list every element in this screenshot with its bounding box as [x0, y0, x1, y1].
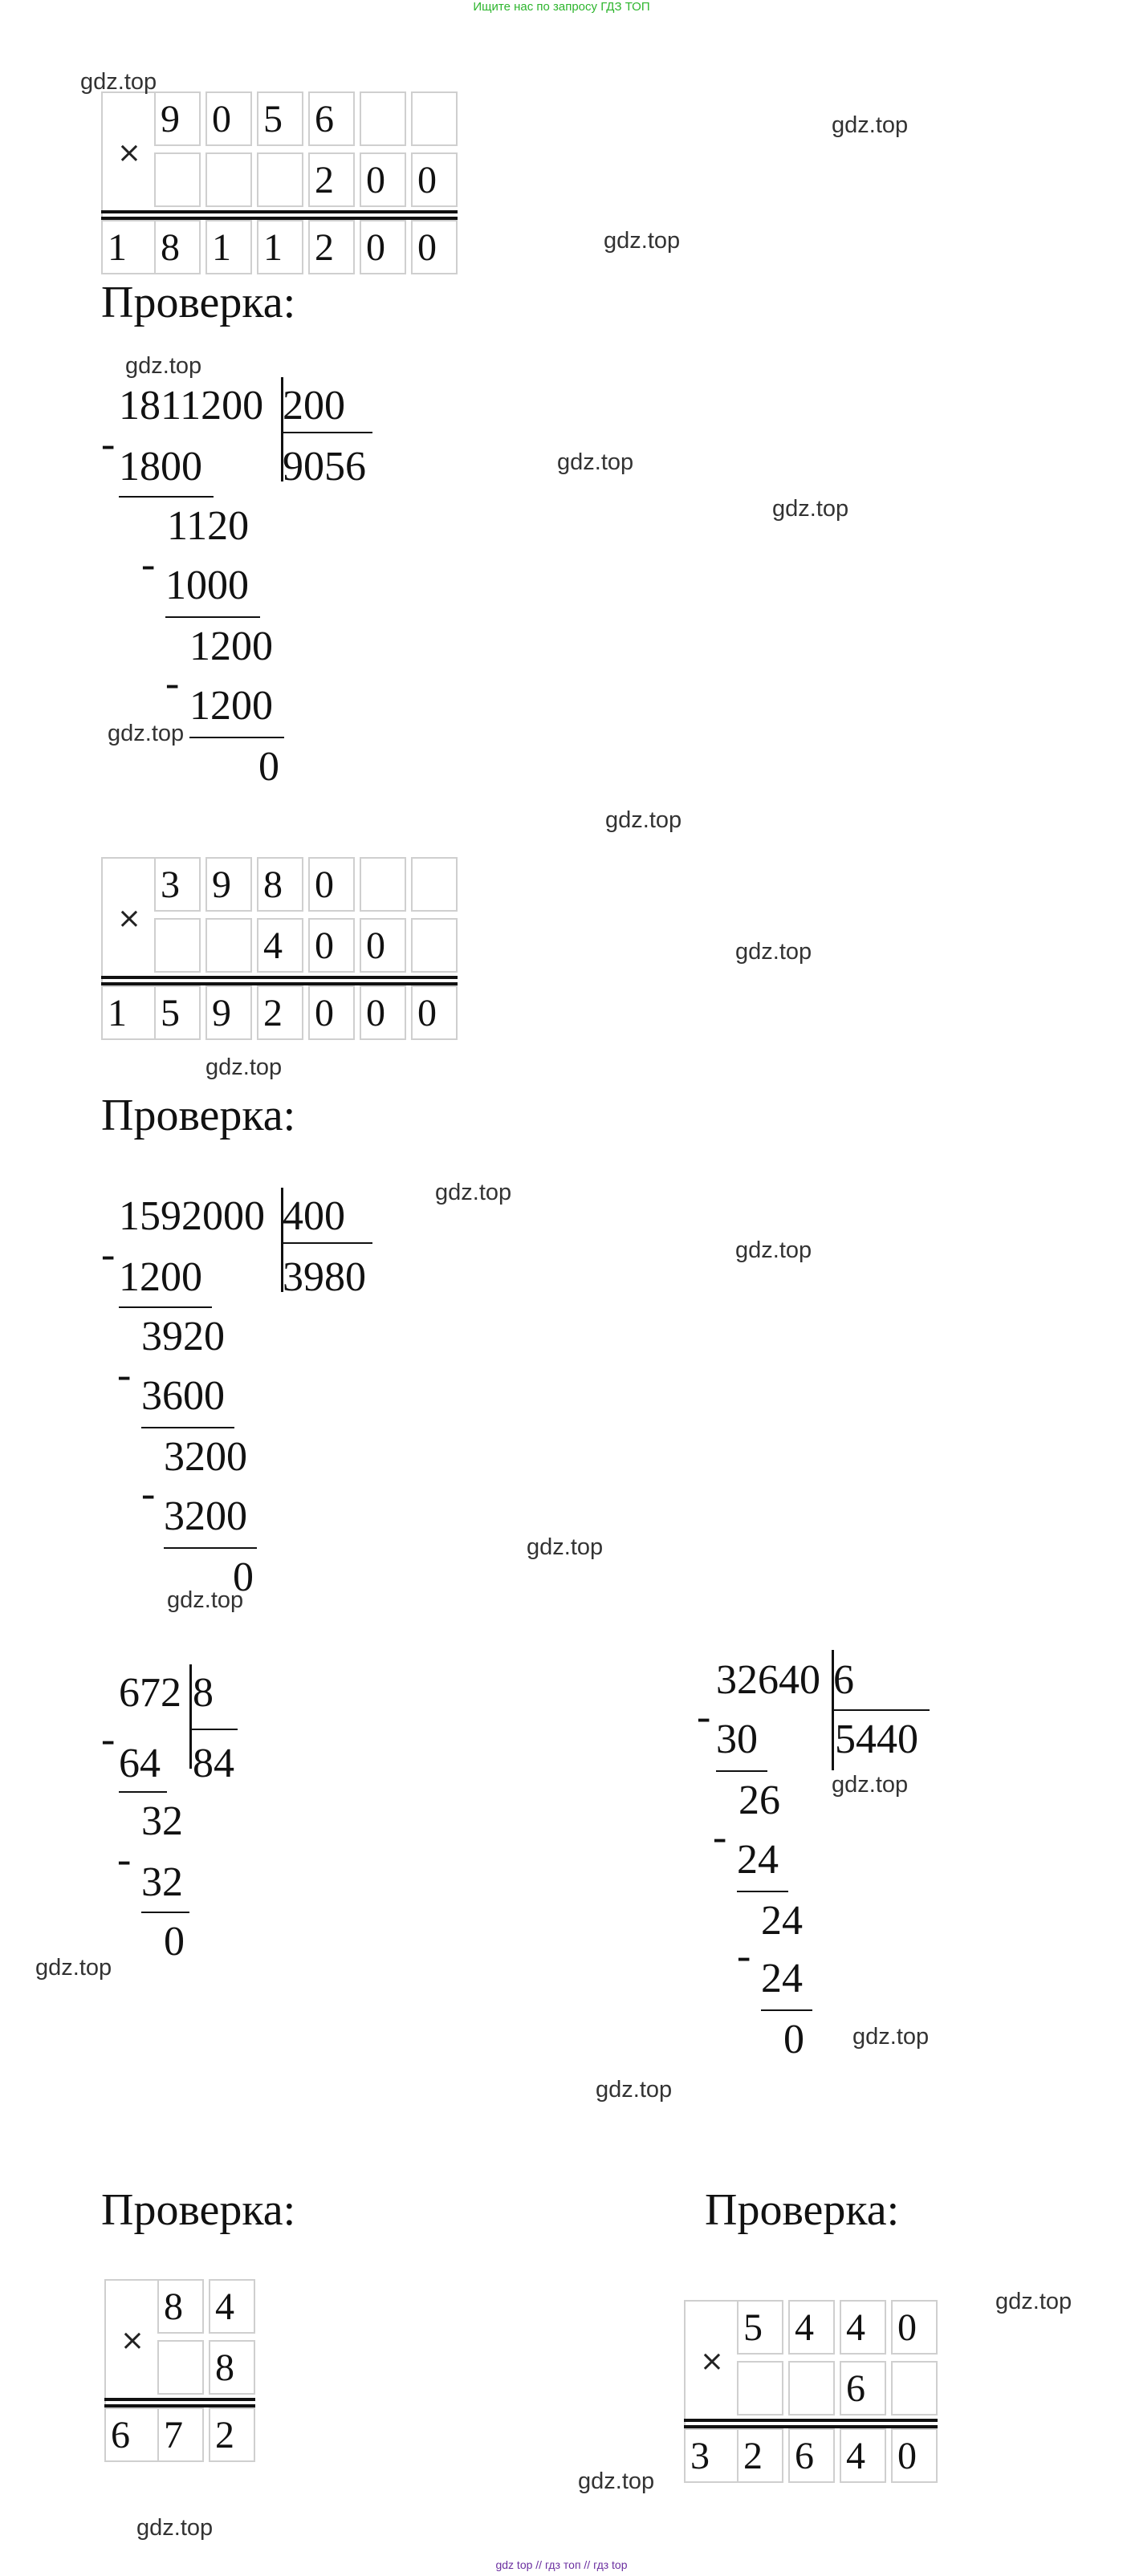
- product-digit: 1: [101, 985, 156, 1040]
- product-digit: 2: [737, 2428, 783, 2483]
- times-sign: ×: [120, 2324, 145, 2357]
- multiplication-grid-1: [101, 91, 469, 274]
- product-digit: 2: [308, 220, 355, 274]
- quotient-rule: [283, 1242, 372, 1244]
- footer-links[interactable]: gdz top // гдз топ // гдз top: [495, 2558, 628, 2571]
- subtraction-rule: [119, 1306, 212, 1308]
- factor-digit: [788, 2361, 835, 2416]
- minus-sign: -: [117, 1837, 132, 1883]
- product-digit: 0: [411, 985, 458, 1040]
- subtrahend: 1000: [165, 563, 249, 608]
- remainder: 0: [258, 744, 279, 790]
- subtraction-rule: [119, 1791, 167, 1793]
- product-digit: 9: [205, 985, 252, 1040]
- factor-digit: 6: [308, 91, 355, 146]
- watermark: gdz.top: [604, 228, 681, 254]
- factor-digit: 4: [788, 2300, 835, 2355]
- minus-sign: -: [117, 1352, 132, 1398]
- result-rule: [104, 2398, 255, 2401]
- search-banner[interactable]: Ищите нас по запросу ГДЗ ТОП: [473, 0, 650, 14]
- dividend: 1811200: [119, 383, 264, 429]
- watermark: gdz.top: [832, 112, 909, 138]
- quotient: 3980: [283, 1254, 366, 1300]
- watermark: gdz.top: [578, 2468, 655, 2494]
- watermark: gdz.top: [832, 1772, 909, 1798]
- watermark: gdz.top: [125, 353, 202, 379]
- product-digit: 2: [257, 985, 303, 1040]
- factor-digit: [360, 91, 406, 146]
- remainder: 32: [141, 1798, 183, 1844]
- minus-sign: -: [101, 1232, 116, 1278]
- factor-digit: 4: [840, 2300, 886, 2355]
- factor-digit: [411, 918, 458, 973]
- factor-digit: 8: [209, 2340, 255, 2395]
- factor-digit: 8: [157, 2279, 204, 2334]
- product-digit: 2: [209, 2407, 255, 2462]
- watermark: gdz.top: [527, 1534, 604, 1560]
- factor-digit: [737, 2361, 783, 2416]
- remainder: 0: [783, 2017, 804, 2062]
- result-rule: [101, 976, 458, 979]
- factor-digit: 0: [891, 2300, 938, 2355]
- multiplication-grid-2: [101, 857, 469, 1040]
- factor-digit: [411, 91, 458, 146]
- factor-digit: 0: [360, 152, 406, 207]
- dividend: 32640: [716, 1657, 820, 1703]
- subtrahend: 30: [716, 1717, 758, 1762]
- divisor: 6: [833, 1657, 854, 1703]
- watermark: gdz.top: [735, 1237, 812, 1263]
- factor-digit: 5: [257, 91, 303, 146]
- subtraction-rule: [737, 1891, 788, 1892]
- watermark: gdz.top: [136, 2515, 214, 2541]
- minus-sign: -: [141, 542, 156, 587]
- remainder: 26: [738, 1778, 780, 1823]
- watermark: gdz.top: [167, 1587, 244, 1613]
- product-digit: 8: [154, 220, 201, 274]
- result-rule: [684, 2419, 938, 2422]
- check-heading: Проверка:: [705, 2185, 900, 2235]
- product-digit: 1: [205, 220, 252, 274]
- product-digit: 0: [308, 985, 355, 1040]
- divisor: 200: [283, 383, 345, 429]
- factor-digit: 3: [154, 857, 201, 912]
- product-digit: 0: [360, 220, 406, 274]
- subtrahend: 1800: [119, 444, 202, 490]
- quotient: 9056: [283, 444, 366, 490]
- subtrahend: 3600: [141, 1373, 225, 1419]
- factor-digit: 8: [257, 857, 303, 912]
- factor-digit: [157, 2340, 204, 2395]
- subtraction-rule: [141, 1912, 189, 1913]
- quotient: 84: [193, 1741, 234, 1786]
- subtraction-rule: [716, 1770, 767, 1772]
- remainder: 1200: [189, 624, 273, 669]
- subtrahend: 64: [119, 1741, 161, 1786]
- subtrahend: 1200: [119, 1254, 202, 1300]
- subtraction-rule: [761, 2009, 812, 2011]
- watermark: gdz.top: [735, 939, 812, 965]
- dividend: 672: [119, 1670, 181, 1716]
- remainder: 3200: [164, 1434, 247, 1480]
- factor-digit: 4: [209, 2279, 255, 2334]
- watermark: gdz.top: [35, 1955, 112, 1981]
- minus-sign: -: [101, 1717, 116, 1762]
- remainder: 3920: [141, 1314, 225, 1359]
- product-digit: 5: [154, 985, 201, 1040]
- subtraction-rule: [141, 1427, 234, 1428]
- watermark: gdz.top: [605, 807, 682, 833]
- factor-digit: 2: [308, 152, 355, 207]
- product-digit: 1: [101, 220, 156, 274]
- check-heading: Проверка:: [101, 1091, 296, 1140]
- watermark: gdz.top: [995, 2289, 1072, 2314]
- product-digit: 0: [360, 985, 406, 1040]
- product-digit: 3: [684, 2428, 738, 2483]
- factor-digit: 4: [257, 918, 303, 973]
- factor-digit: 6: [840, 2361, 886, 2416]
- product-digit: 1: [257, 220, 303, 274]
- product-digit: 6: [788, 2428, 835, 2483]
- product-digit: 0: [891, 2428, 938, 2483]
- minus-sign: -: [141, 1471, 156, 1517]
- watermark: gdz.top: [108, 721, 185, 746]
- product-digit: 6: [104, 2407, 159, 2462]
- watermark: gdz.top: [852, 2024, 930, 2050]
- watermark: gdz.top: [435, 1180, 512, 1205]
- minus-sign: -: [713, 1814, 727, 1860]
- times-sign: ×: [699, 2345, 725, 2378]
- minus-sign: -: [101, 421, 116, 467]
- subtraction-rule: [165, 616, 260, 618]
- minus-sign: -: [737, 1933, 751, 1979]
- times-sign: ×: [116, 136, 142, 169]
- remainder: 1120: [167, 503, 250, 549]
- watermark: gdz.top: [557, 449, 634, 475]
- factor-digit: 9: [154, 91, 201, 146]
- check-heading: Проверка:: [101, 2185, 296, 2235]
- result-rule: [101, 210, 458, 213]
- watermark: gdz.top: [205, 1054, 283, 1080]
- factor-digit: 0: [360, 918, 406, 973]
- factor-digit: [891, 2361, 938, 2416]
- watermark: gdz.top: [772, 496, 849, 522]
- factor-digit: [205, 918, 252, 973]
- product-digit: 0: [411, 220, 458, 274]
- factor-digit: [360, 857, 406, 912]
- remainder: 0: [233, 1554, 254, 1600]
- factor-digit: 0: [205, 91, 252, 146]
- multiplication-grid-4: [684, 2300, 949, 2483]
- subtrahend: 24: [737, 1837, 779, 1883]
- divisor: 8: [193, 1670, 214, 1716]
- subtrahend: 3200: [164, 1493, 247, 1539]
- product-digit: 7: [157, 2407, 204, 2462]
- watermark: gdz.top: [596, 2077, 673, 2103]
- dividend: 1592000: [119, 1193, 265, 1239]
- quotient-rule: [283, 432, 372, 433]
- factor-digit: [154, 918, 201, 973]
- quotient-rule: [833, 1709, 930, 1711]
- subtrahend: 32: [141, 1859, 183, 1905]
- quotient: 5440: [835, 1717, 918, 1762]
- factor-digit: 5: [737, 2300, 783, 2355]
- remainder: 24: [761, 1898, 803, 1944]
- divisor: 400: [283, 1193, 345, 1239]
- factor-digit: 0: [411, 152, 458, 207]
- subtrahend: 24: [761, 1956, 803, 2001]
- factor-digit: [154, 152, 201, 207]
- subtraction-rule: [119, 496, 214, 498]
- subtraction-rule: [189, 737, 284, 738]
- factor-digit: 0: [308, 918, 355, 973]
- minus-sign: -: [697, 1694, 711, 1740]
- factor-digit: [257, 152, 303, 207]
- factor-digit: [205, 152, 252, 207]
- factor-digit: 0: [308, 857, 355, 912]
- quotient-rule: [191, 1729, 238, 1730]
- times-sign: ×: [116, 902, 142, 935]
- division-bracket: [189, 1664, 192, 1769]
- product-digit: 4: [840, 2428, 886, 2483]
- watermark: gdz.top: [80, 69, 157, 95]
- minus-sign: -: [165, 660, 180, 706]
- check-heading: Проверка:: [101, 278, 296, 327]
- subtrahend: 1200: [189, 683, 273, 729]
- factor-digit: 9: [205, 857, 252, 912]
- remainder: 0: [164, 1919, 185, 1965]
- factor-digit: [411, 857, 458, 912]
- multiplication-grid-3: [104, 2279, 265, 2462]
- subtraction-rule: [164, 1547, 257, 1549]
